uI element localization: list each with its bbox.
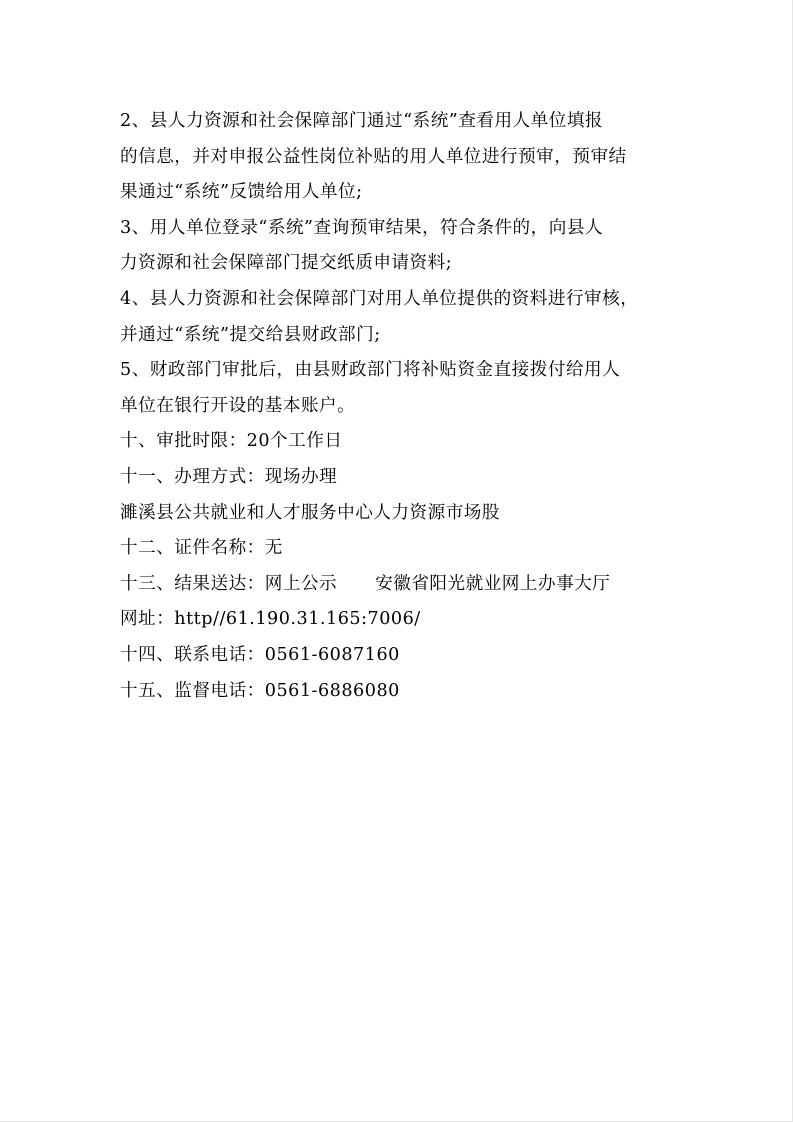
step-4-line-2: 并通过“系统”提交给县财政部门; [120, 324, 381, 345]
step-2-line-1: 2、县人力资源和社会保障部门通过“系统”查看用人单位填报 [120, 111, 604, 131]
step-5-line-1: 5、财政部门审批后，由县财政部门将补贴资金直接拨付给用人 [120, 360, 621, 381]
approval-time-limit: 十、审批时限：20个工作日 [120, 431, 343, 452]
result-delivery-line [120, 567, 680, 603]
website-url: 网址：http//61.190.31.165:7006/ [120, 609, 421, 630]
supervision-phone: 十五、监督电话：0561-6886080 [120, 680, 400, 701]
contact-phone: 十四、联系电话：0561-6087160 [120, 644, 400, 665]
step-5-line-2: 单位在银行开设的基本账户。 [120, 395, 356, 416]
step-2-line-2: 的信息，并对申报公益性岗位补贴的用人单位进行预审，预审结 [120, 146, 627, 167]
step-4-line-1: 4、县人力资源和社会保障部门对用人单位提供的资料进行审核， [120, 288, 639, 309]
handling-method: 十一、办理方式：现场办理 [120, 466, 338, 487]
step-2-line-3: 果通过“系统”反馈给用人单位; [120, 182, 363, 203]
result-delivery-label: 十三、结果送达：网上公示 [120, 573, 338, 594]
certificate-name: 十二、证件名称：无 [120, 538, 283, 559]
step-3-line-1: 3、用人单位登录“系统”查询预审结果，符合条件的，向县人 [120, 217, 604, 238]
step-3-line-2: 力资源和社会保障部门提交纸质申请资料; [120, 253, 453, 274]
document-body [120, 104, 680, 709]
handling-office: 濉溪县公共就业和人才服务中心人力资源市场股 [120, 502, 500, 523]
online-hall-name: 安徽省阳光就业网上办事大厅 [375, 573, 611, 594]
